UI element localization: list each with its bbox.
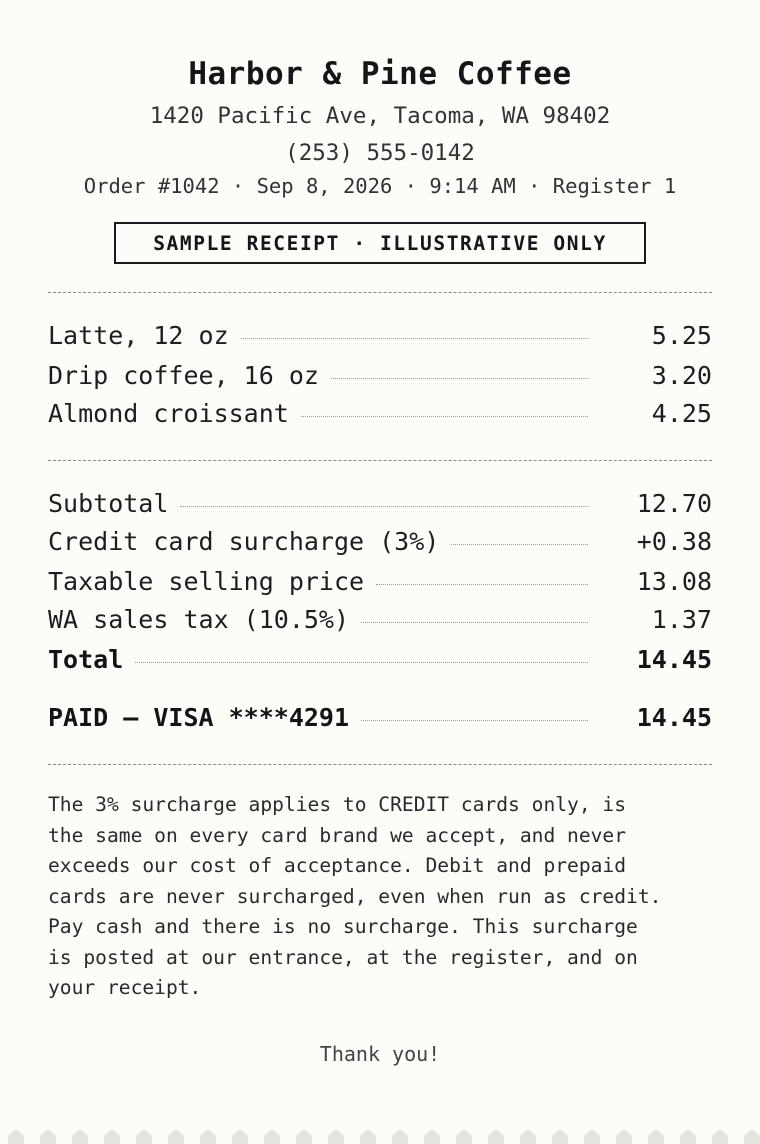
line-item: [48, 396, 712, 430]
grand-total-row: [48, 642, 712, 676]
order-info: Order #1042 · Sep 8, 2026 · 9:14 AM · Register 1: [83, 174, 677, 198]
tear-notch: [456, 1129, 472, 1144]
surcharge-row: [48, 524, 712, 558]
note-line: The 3% surcharge applies to CREDIT cards only, is: [48, 793, 627, 816]
tear-notch: [744, 1129, 760, 1144]
dot-leader: [301, 416, 588, 417]
store-phone: (253) 555-0142: [285, 140, 475, 166]
dot-leader: [361, 622, 588, 623]
tear-notch: [360, 1129, 376, 1144]
total-amount: +0.38: [636, 526, 712, 556]
note-line: the same on every card brand we accept, and never: [48, 823, 627, 847]
tear-notch: [712, 1129, 728, 1144]
tear-notch: [584, 1129, 600, 1144]
total-amount: 14.45: [636, 644, 712, 674]
torn-edge: [0, 1128, 760, 1144]
total-amount: 13.08: [636, 566, 712, 596]
item-amount: 5.25: [651, 320, 712, 350]
tear-notch: [488, 1129, 504, 1144]
total-label: Taxable selling price: [48, 566, 365, 596]
note-line: exceeds our cost of acceptance. Debit and prepaid: [48, 854, 627, 877]
store-address: 1420 Pacific Ave, Tacoma, WA 98402: [149, 103, 611, 129]
payment-amount: 14.45: [636, 702, 712, 732]
total-label: Total: [48, 644, 124, 674]
item-label: Drip coffee, 16 oz: [48, 360, 319, 390]
tear-notch: [40, 1129, 56, 1144]
item-label: Almond croissant: [48, 398, 289, 428]
tear-notch: [168, 1129, 184, 1144]
line-item: [48, 318, 712, 352]
taxable-price-row: [48, 564, 712, 598]
item-amount: 3.20: [651, 360, 712, 390]
tear-notch: [200, 1129, 216, 1144]
tear-notch: [72, 1129, 88, 1144]
tear-notch: [104, 1129, 120, 1144]
total-amount: 1.37: [651, 604, 712, 634]
tear-notch: [680, 1129, 696, 1144]
tear-notch: [136, 1129, 152, 1144]
dot-leader: [331, 378, 588, 379]
subtotal-row: [48, 486, 712, 520]
sales-tax-row: [48, 602, 712, 636]
tear-notch: [328, 1129, 344, 1144]
dot-leader: [451, 544, 588, 545]
dot-leader: [180, 506, 588, 507]
tear-notch: [296, 1129, 312, 1144]
total-label: Credit card surcharge (3%): [48, 526, 440, 556]
tear-notch: [264, 1129, 280, 1144]
total-amount: 12.70: [636, 488, 712, 518]
total-label: WA sales tax (10.5%): [48, 604, 350, 634]
tear-notch: [520, 1129, 536, 1144]
note-line: Pay cash and there is no surcharge. This surcharge: [48, 915, 638, 938]
tear-notch: [648, 1129, 664, 1144]
dot-leader: [135, 662, 588, 663]
tear-notch: [8, 1129, 24, 1144]
note-line: is posted at our entrance, at the register, and on: [48, 945, 638, 969]
line-item: [48, 358, 712, 392]
total-label: Subtotal: [48, 488, 169, 518]
divider: [48, 764, 712, 765]
divider: [48, 460, 712, 461]
tear-notch: [424, 1129, 440, 1144]
tear-notch: [232, 1129, 248, 1144]
thank-you-message: Thank you!: [319, 1042, 441, 1066]
tear-notch: [392, 1129, 408, 1144]
payment-label: PAID — VISA ****4291: [48, 702, 350, 732]
dot-leader: [376, 584, 588, 585]
divider: [48, 292, 712, 293]
tear-notch: [616, 1129, 632, 1144]
item-label: Latte, 12 oz: [48, 320, 229, 350]
sample-receipt-stamp: SAMPLE RECEIPT · ILLUSTRATIVE ONLY: [114, 222, 646, 264]
store-name: Harbor & Pine Coffee: [188, 56, 572, 92]
surcharge-disclosure: [48, 790, 712, 1004]
dot-leader: [241, 338, 588, 339]
payment-row: [48, 700, 712, 734]
note-line: your receipt.: [48, 976, 202, 999]
dot-leader: [361, 720, 588, 721]
tear-notch: [552, 1129, 568, 1144]
item-amount: 4.25: [651, 398, 712, 428]
note-line: cards are never surcharged, even when run as credit.: [48, 884, 662, 908]
